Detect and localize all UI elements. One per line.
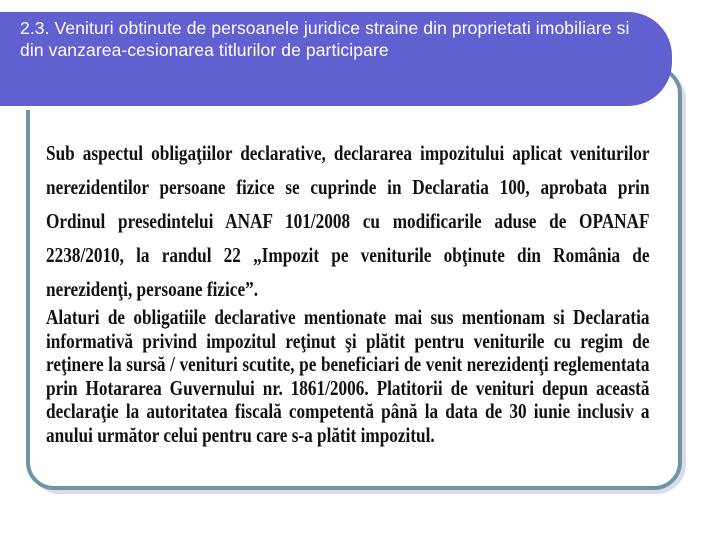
paragraph-declaratia-informativa: Alaturi de obligatiile declarative mentionate mai sus mentionam si Declaratia informativă privind impozitul reţinut şi plătit pentru veniturile cu regim de reţinere la sursă / venituri scutite, pe beneficiari de venit nerezidenţi reglementata prin Hotararea Guvernului nr. 1861/2006. Platitorii de venituri depun această declaraţie la autoritatea fiscală competentă până la data de 30 iunie inclusiv a anului următor celui pentru care s-a plătit impozitul. [46, 305, 650, 447]
slide-title: 2.3. Venituri obtinute de persoanele juridice straine din proprietati imobiliare si din vanzarea-cesionarea titlurilor de participare [20, 18, 630, 60]
title-underline [0, 106, 636, 110]
scanned-text-block [46, 136, 650, 447]
paragraph-declaratia-100: Sub aspectul obligaţiilor declarative, declararea impozitului aplicat veniturilor nerezidentilor persoane fizice se cuprinde in Declaratia 100, aprobata prin Ordinul presedintelui ANAF 101/2008 cu modificarile aduse de OPANAF 2238/2010, la randul 22 „Impozit pe veniturile obţinute din România de nerezidenţi, persoane fizice”. [46, 141, 650, 301]
